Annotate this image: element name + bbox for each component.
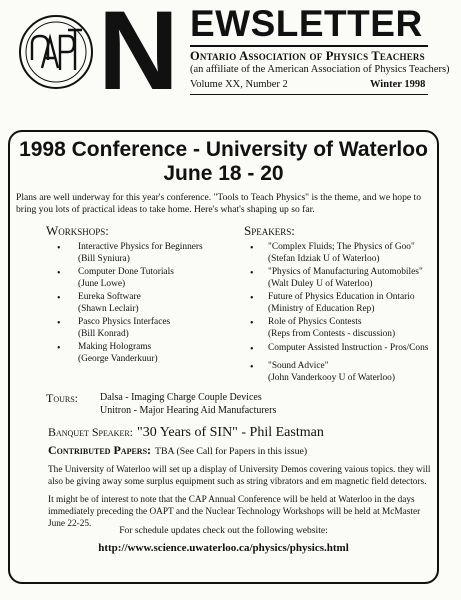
speaker-item bbox=[268, 292, 415, 315]
speaker-name: (Ministry of Education Rep) bbox=[268, 303, 375, 314]
bullet-icon: • bbox=[250, 362, 254, 373]
masthead-underline bbox=[190, 94, 428, 95]
issue-date: Winter 1998 bbox=[370, 79, 426, 90]
speaker-name: (John Vanderkooy U of Waterloo) bbox=[268, 372, 395, 383]
masthead-title: EWSLETTER bbox=[190, 3, 423, 44]
workshop-item bbox=[78, 317, 170, 340]
affiliation-text: (an affiliate of the American Association of Physics Teachers) bbox=[190, 64, 450, 75]
speaker-title: Computer Assisted Instruction - Pros/Cons bbox=[268, 343, 429, 353]
workshop-title: Eureka Software bbox=[78, 292, 141, 302]
bullet-icon: • bbox=[57, 268, 61, 279]
speaker-item bbox=[268, 361, 395, 384]
workshops-heading: Workshops: bbox=[46, 223, 109, 238]
banquet-speaker bbox=[48, 423, 324, 441]
paragraph-demos: The University of Waterloo will set up a display of University Demos covering vaious topics. they will also be giving away some surplus equipment such as string vibrators and em magnetic field detectors. bbox=[48, 465, 431, 487]
speaker-item bbox=[268, 267, 423, 290]
speaker-name: (Reps from Contests - discussion) bbox=[268, 328, 396, 339]
bullet-icon: • bbox=[57, 293, 61, 304]
banquet-value: "30 Years of SIN" - Phil Eastman bbox=[137, 425, 324, 440]
website-link[interactable]: http://www.science.uwaterloo.ca/physics/physics.html bbox=[98, 542, 349, 554]
workshop-title: Pasco Physics Interfaces bbox=[78, 317, 171, 327]
speaker-title: Future of Physics Education in Ontario bbox=[268, 292, 415, 302]
conference-date: June 18 - 20 bbox=[163, 162, 284, 185]
conference-intro: Plans are well underway for this year's conference. "Tools to Teach Physics" is the theme, and we hope to bring you lots of practical ideas to take home. Here's what's shaping up so far. bbox=[16, 192, 421, 215]
speaker-item bbox=[268, 242, 415, 265]
workshop-presenter: (Bill Konrad) bbox=[78, 328, 129, 339]
workshop-presenter: (George Vanderkuur) bbox=[78, 353, 158, 364]
speaker-item bbox=[268, 317, 395, 340]
speaker-title: Role of Physics Contests bbox=[268, 317, 362, 327]
organization-name: Ontario Association of Physics Teachers bbox=[190, 49, 425, 63]
workshop-title: Computer Done Tutorials bbox=[78, 267, 174, 277]
bullet-icon: • bbox=[250, 293, 254, 304]
workshop-item bbox=[78, 267, 174, 290]
workshop-title: Making Holograms bbox=[78, 342, 152, 352]
speaker-name: (Walt Duley U of Waterloo) bbox=[268, 278, 373, 289]
workshop-item bbox=[78, 292, 141, 315]
speaker-title: "Complex Fluids; The Physics of Goo" bbox=[268, 242, 415, 252]
contributed-label: Contributed Papers: bbox=[48, 443, 152, 457]
tours-label: Tours: bbox=[46, 391, 79, 405]
workshop-title: Interactive Physics for Beginners bbox=[78, 242, 203, 252]
workshop-item bbox=[78, 242, 203, 265]
masthead-rule bbox=[190, 45, 428, 47]
conference-title: 1998 Conference - University of Waterloo bbox=[19, 138, 428, 161]
contributed-value: TBA (See Call for Papers in this issue) bbox=[155, 446, 308, 457]
speaker-title: "Sound Advice" bbox=[268, 361, 329, 371]
bullet-icon: • bbox=[250, 268, 254, 279]
speaker-item bbox=[268, 343, 428, 355]
bullet-icon: • bbox=[57, 318, 61, 329]
workshop-presenter: (Shawn Leclair) bbox=[78, 303, 139, 314]
bullet-icon: • bbox=[57, 243, 61, 254]
workshop-presenter: (Bill Syniura) bbox=[78, 253, 130, 264]
volume-number: Volume XX, Number 2 bbox=[190, 79, 288, 90]
bullet-icon: • bbox=[250, 318, 254, 329]
speaker-name: (Stefan Idziak U of Waterloo) bbox=[268, 253, 380, 264]
workshop-item bbox=[78, 342, 158, 365]
speaker-title: "Physics of Manufacturing Automobiles" bbox=[268, 267, 423, 277]
bullet-icon: • bbox=[57, 343, 61, 354]
bullet-icon: • bbox=[250, 243, 254, 254]
speakers-heading: Speakers: bbox=[244, 223, 295, 238]
oapt-logo-icon bbox=[18, 14, 94, 90]
paragraph-cap-conference: It might be of interest to note that the CAP Annual Conference will be held at Waterloo in the days immediately preceding the OAPT and the Nuclear Technology Workshops will be held at McMaster June 22-25. bbox=[48, 495, 421, 529]
workshop-presenter: (June Lowe) bbox=[78, 278, 126, 289]
contributed-papers bbox=[48, 441, 307, 459]
bullet-icon: • bbox=[250, 344, 254, 355]
masthead-initial: N bbox=[98, 0, 177, 113]
banquet-label: Banquet Speaker: bbox=[48, 425, 134, 439]
schedule-note: For schedule updates check out the following website: bbox=[119, 525, 328, 536]
tour-item: Unitron - Major Hearing Aid Manufacturers bbox=[100, 405, 277, 416]
tour-item: Dalsa - Imaging Charge Couple Devices bbox=[100, 392, 262, 403]
